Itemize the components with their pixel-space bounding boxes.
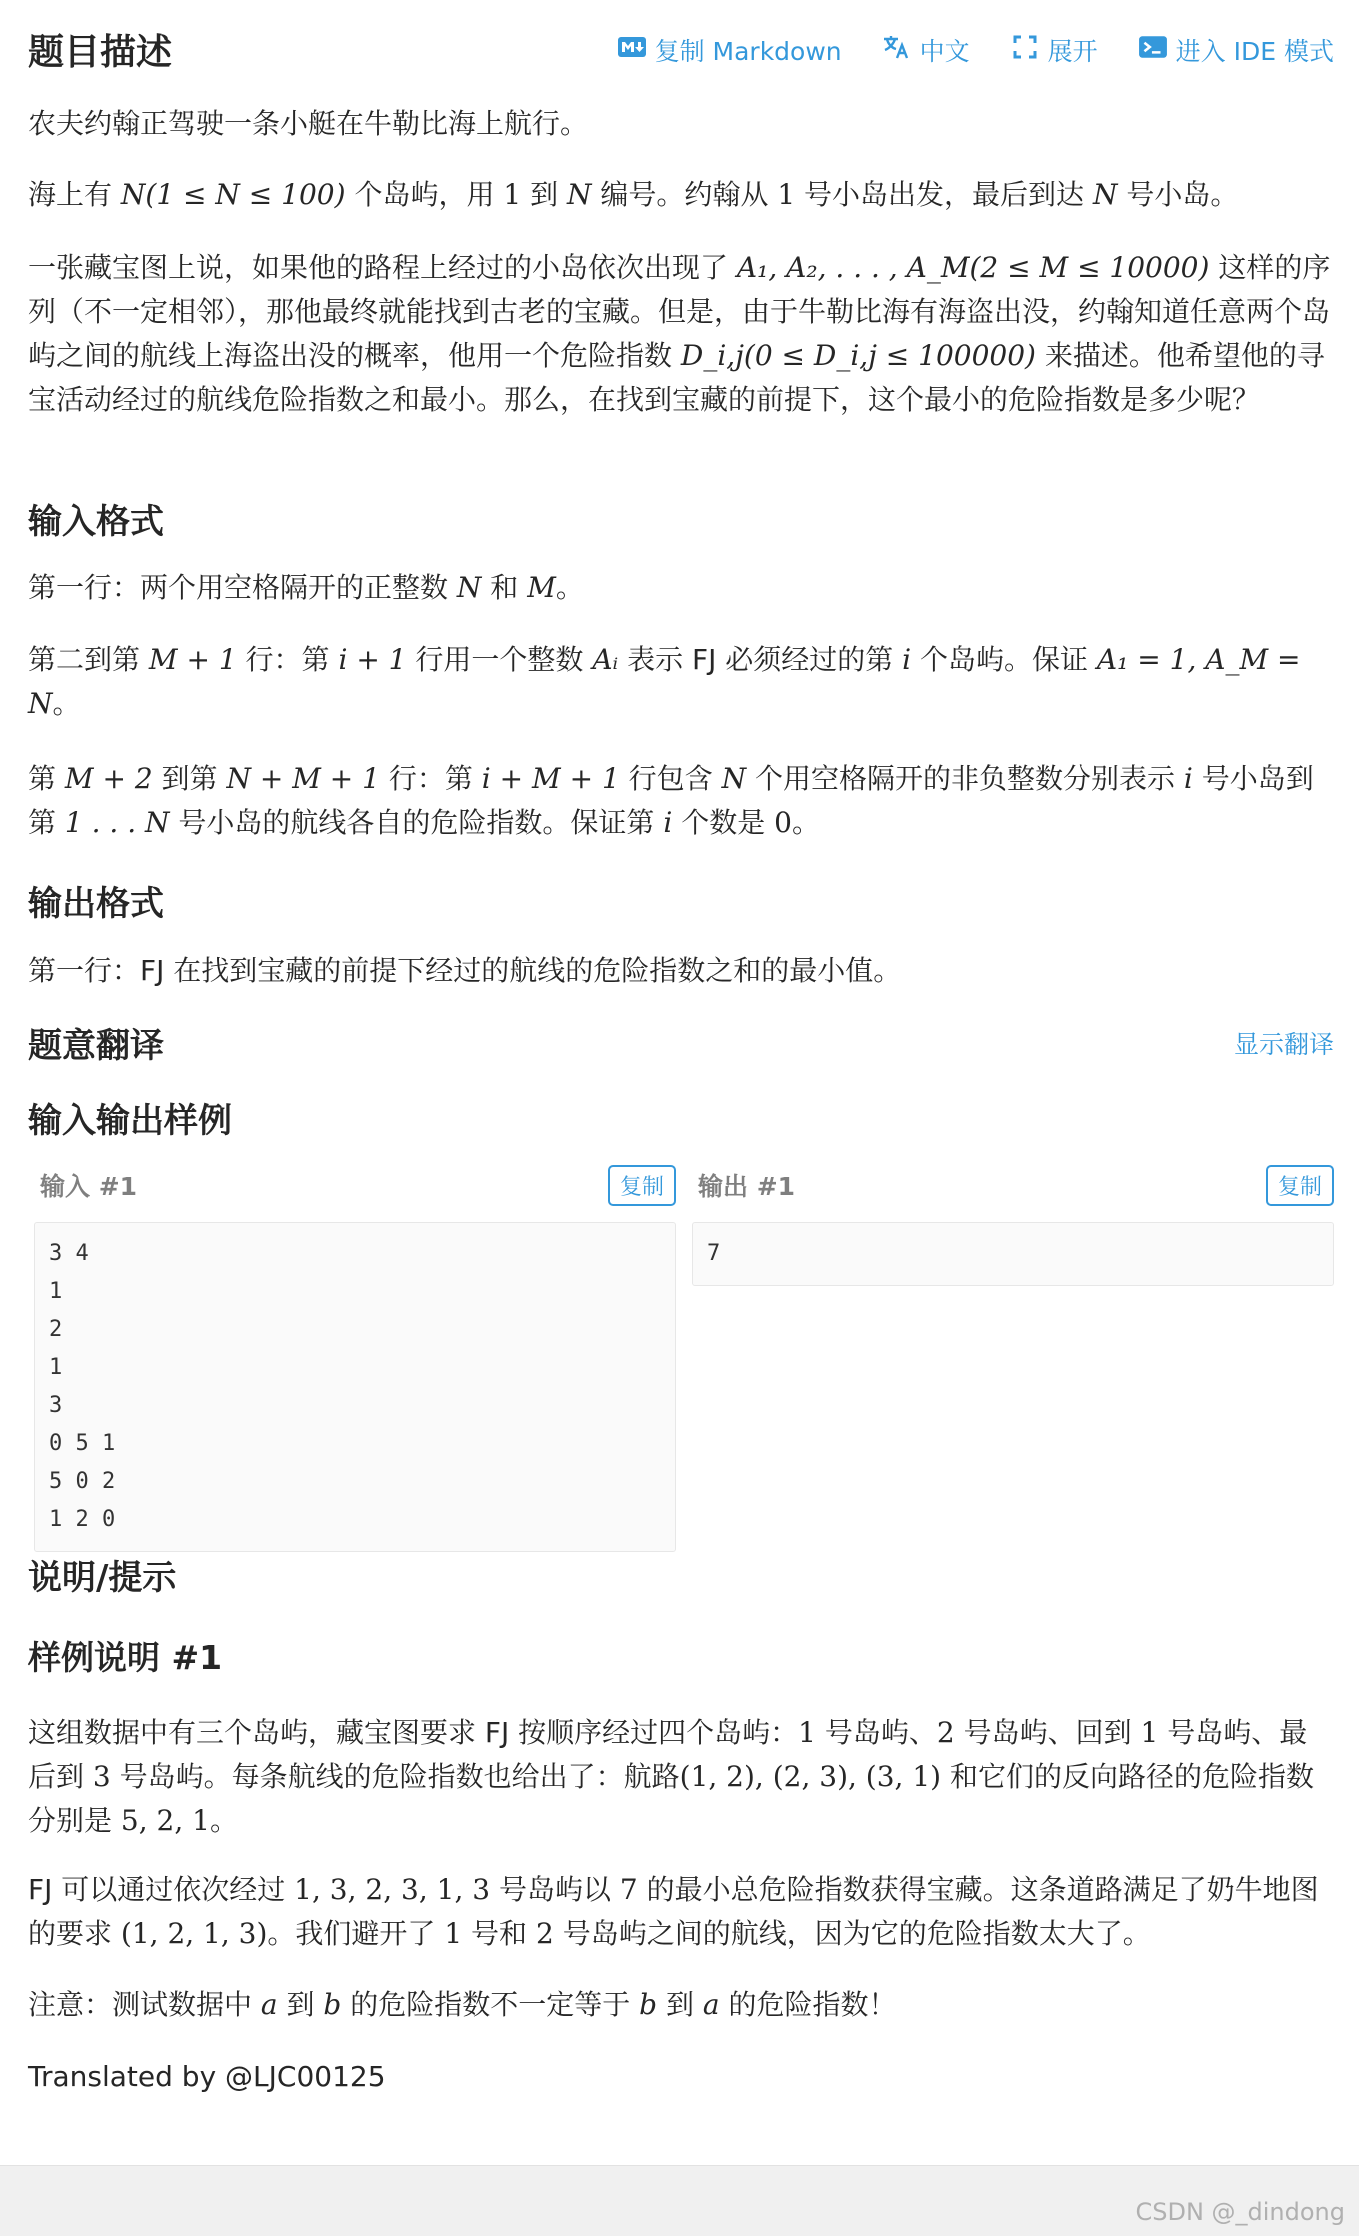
language-button[interactable] xyxy=(882,32,970,68)
ide-mode-button[interactable] xyxy=(1138,32,1334,68)
description-paragraph-3: 一张藏宝图上说，如果他的路程上经过的小岛依次出现了 A₁, A₂, . . . , A_M(2 ≤ M ≤ 10000) 这样的序列（不一定相邻），那他最终就能找到古老的宝藏。但是，由于牛勒比海有海盗出没，约翰知道任意两个岛屿之间的航线上海盗出没的概率，他用一个危险指数 D_i,j(0 ≤ D_i,j ≤ 100000) 来描述。他希望他的寻宝活动经过的航线危险指数之和最小。那么，在找到宝藏的前提下，这个最小的危险指数是多少呢？ xyxy=(28,251,1331,416)
hint-paragraph-4: Translated by @LJC00125 xyxy=(28,2060,386,2093)
section-title-input-format: 输入格式 xyxy=(28,502,164,542)
page-footer xyxy=(0,2165,1359,2236)
sample-input-panel xyxy=(34,1162,676,1552)
copy-output-button[interactable]: 复制 xyxy=(1266,1165,1334,1206)
description-paragraph-1: 农夫约翰正驾驶一条小艇在牛勒比海上航行。 xyxy=(28,107,589,140)
toolbar xyxy=(617,32,1334,68)
expand-button[interactable] xyxy=(1010,32,1098,68)
sample-io xyxy=(34,1162,1334,1552)
copy-markdown-button[interactable] xyxy=(617,32,842,68)
section-title-samples: 输入输出样例 xyxy=(28,1101,232,1141)
sample-output-code[interactable]: 7 xyxy=(692,1222,1334,1286)
language-label: 中文 xyxy=(919,36,970,66)
csdn-watermark: CSDN @_dindong xyxy=(1135,2198,1345,2226)
copy-markdown-label: 复制 Markdown xyxy=(654,36,842,66)
description-paragraph-2: 海上有 N(1 ≤ N ≤ 100) 个岛屿，用 1 到 N 编号。约翰从 1 号小岛出发，最后到达 N 号小岛。 xyxy=(28,178,1239,211)
output-format-line-1: 第一行：FJ 在找到宝藏的前提下经过的航线的危险指数之和的最小值。 xyxy=(28,954,902,987)
sample-explanation-title: 样例说明 #1 xyxy=(28,1638,223,1677)
terminal-icon xyxy=(1138,34,1168,66)
sample-input-header xyxy=(34,1162,676,1208)
hint-paragraph-1: 这组数据中有三个岛屿，藏宝图要求 FJ 按顺序经过四个岛屿：1 号岛屿、2 号岛屿、回到 1 号岛屿、最后到 3 号岛屿。每条航线的危险指数也给出了：航路(1, 2), (2, 3), (3, 1) 和它们的反向路径的危险指数分别是 5, 2, 1。 xyxy=(28,1716,1314,1837)
section-title-output-format: 输出格式 xyxy=(28,884,164,924)
show-translation-link[interactable]: 显示翻译 xyxy=(1233,1029,1334,1059)
expand-icon xyxy=(1010,34,1040,66)
copy-input-button[interactable]: 复制 xyxy=(608,1165,676,1206)
ide-mode-label: 进入 IDE 模式 xyxy=(1175,36,1334,66)
section-title-hint: 说明/提示 xyxy=(28,1558,177,1598)
input-format-line-2: 第二到第 M + 1 行：第 i + 1 行用一个整数 Aᵢ 表示 FJ 必须经过的第 i 个岛屿。保证 A₁ = 1, A_M = N。 xyxy=(28,643,1301,720)
description-header xyxy=(28,24,1334,75)
hint-paragraph-3: 注意：测试数据中 a 到 b 的危险指数不一定等于 b 到 a 的危险指数！ xyxy=(28,1988,897,2021)
translate-icon xyxy=(882,34,912,66)
sample-output-panel xyxy=(692,1162,1334,1552)
expand-label: 展开 xyxy=(1047,36,1098,66)
sample-input-label: 输入 #1 xyxy=(40,1172,138,1201)
sample-input-code[interactable]: 3 4 1 2 1 3 0 5 1 5 0 2 1 2 0 xyxy=(34,1222,676,1552)
input-format-line-3: 第 M + 2 到第 N + M + 1 行：第 i + M + 1 行包含 N 个用空格隔开的非负整数分别表示 i 号小岛到第 1 . . . N 号小岛的航线各自的危险指数。保证第 i 个数是 0。 xyxy=(28,762,1314,839)
hint-paragraph-2: FJ 可以通过依次经过 1, 3, 2, 3, 1, 3 号岛屿以 7 的最小总危险指数获得宝藏。这条道路满足了奶牛地图的要求 (1, 2, 1, 3)。我们避开了 1 号和 2 号岛屿之间的航线，因为它的危险指数太大了。 xyxy=(28,1873,1319,1950)
section-title-description: 题目描述 xyxy=(28,32,173,73)
sample-output-label: 输出 #1 xyxy=(698,1172,796,1201)
markdown-icon xyxy=(617,34,647,66)
input-format-line-1: 第一行：两个用空格隔开的正整数 N 和 M。 xyxy=(28,571,584,604)
translation-header xyxy=(28,1018,1334,1067)
sample-output-header xyxy=(692,1162,1334,1208)
section-title-translation: 题意翻译 xyxy=(28,1026,164,1066)
